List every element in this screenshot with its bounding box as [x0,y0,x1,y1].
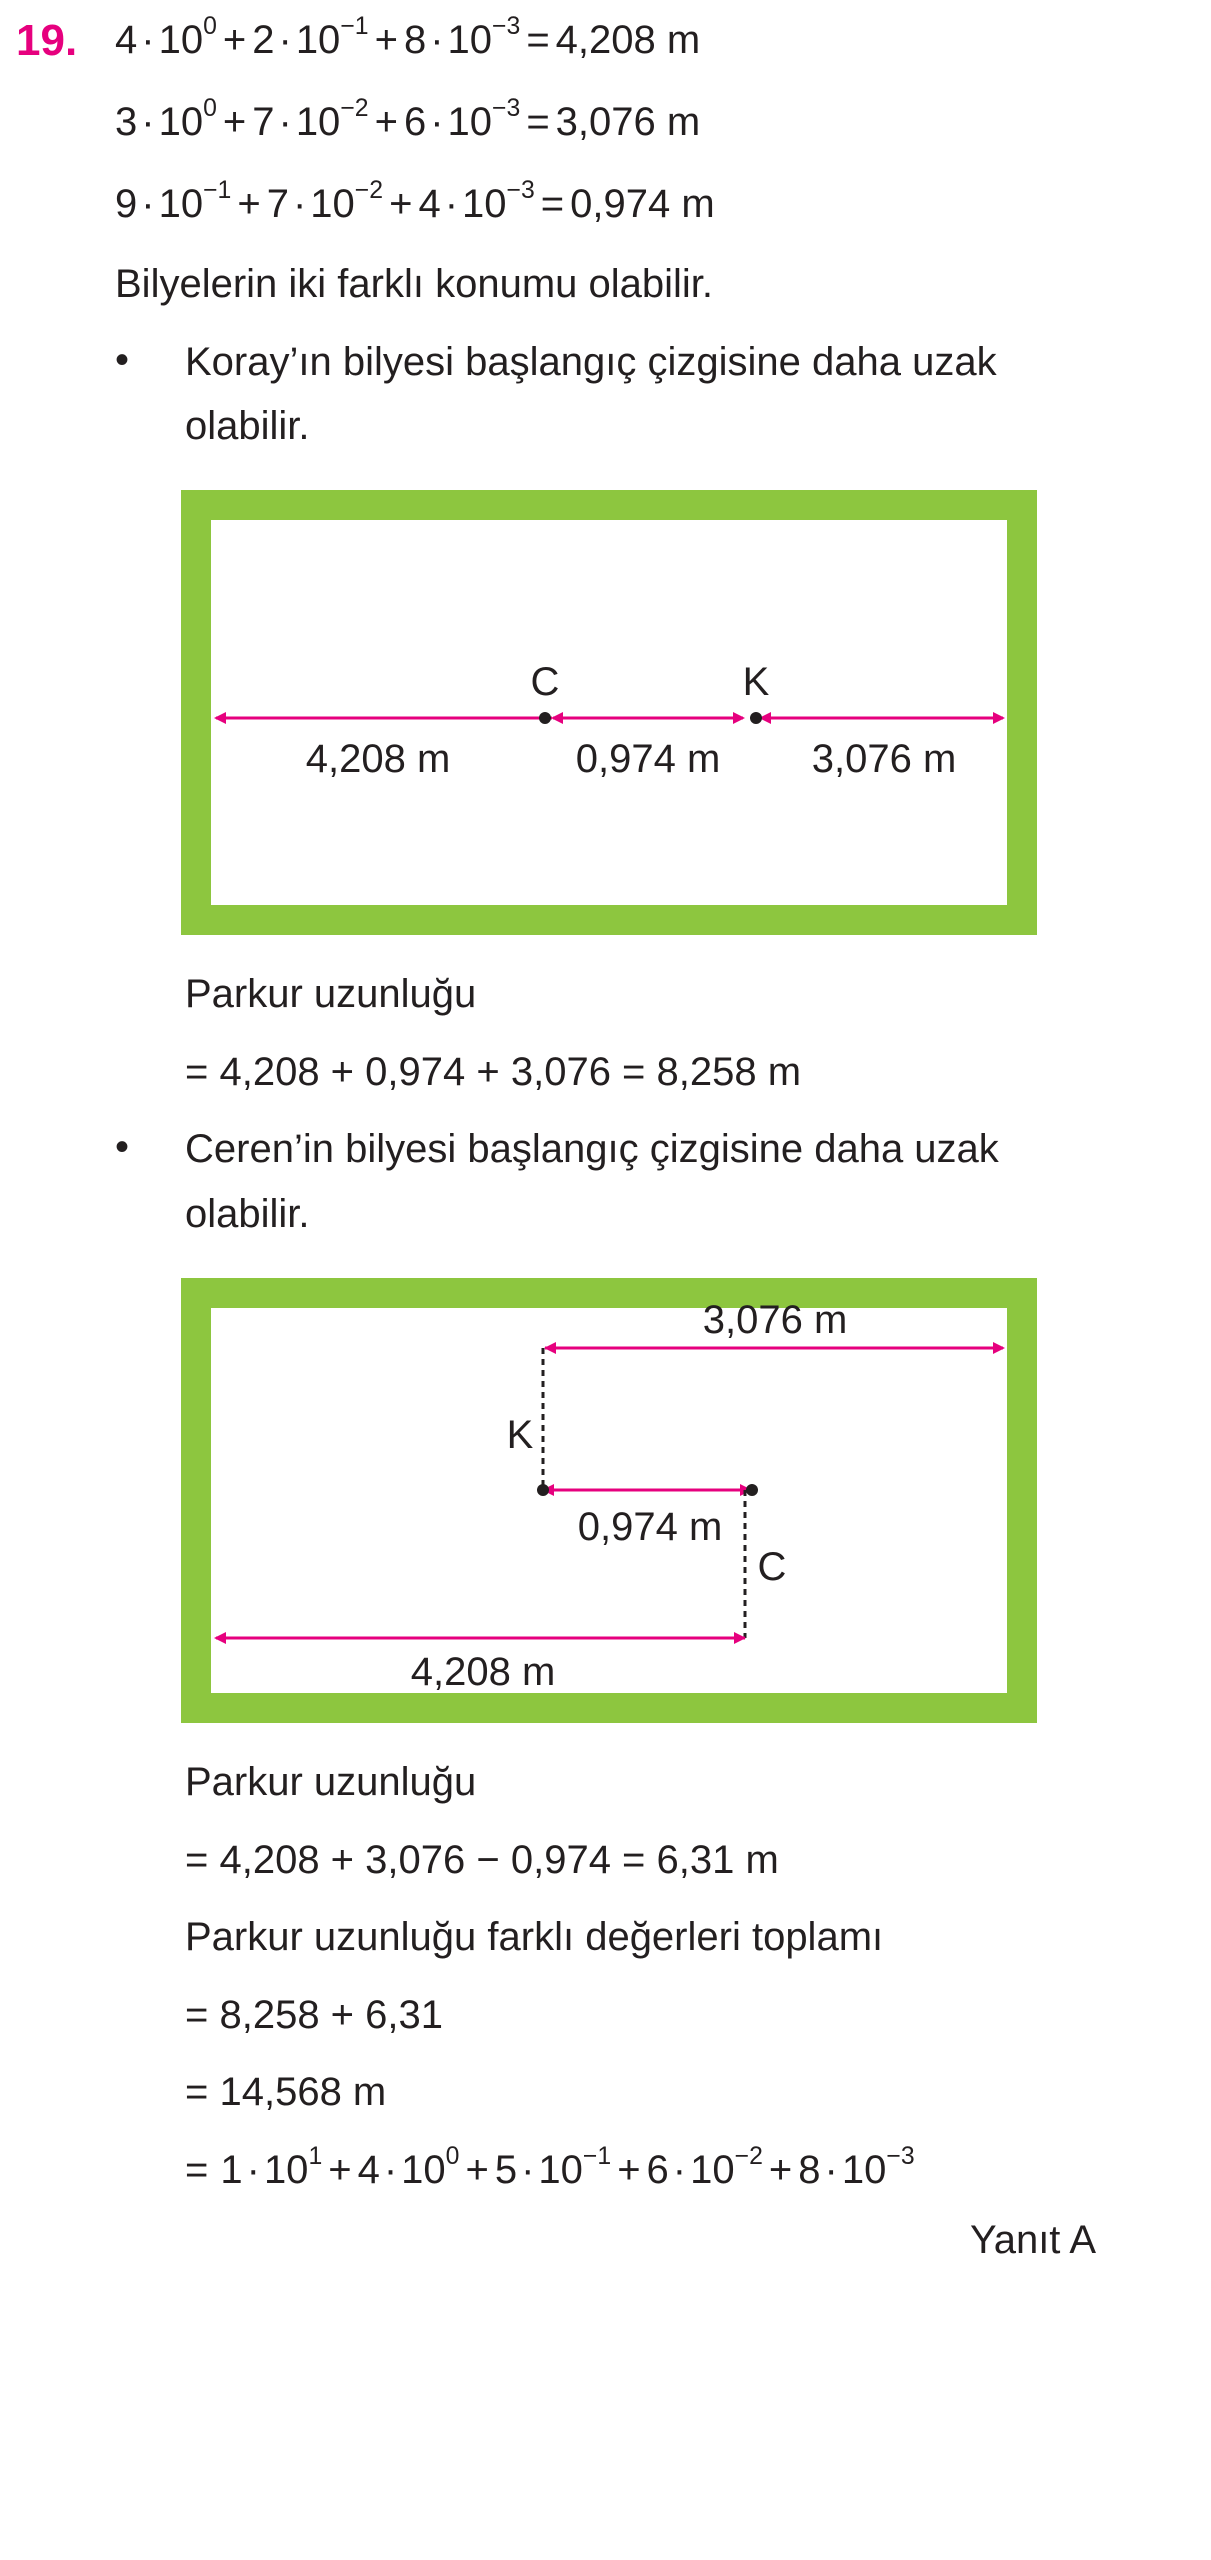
case2-result: = 4,208 + 3,076 − 0,974 = 6,31 m [185,1838,779,1882]
equation-1: $4 \cdot 10^0 + 2 \cdot 10^{-1} + 8 \cdot 10^{-3} = 4,208$ m [115,13,701,62]
case2-point-c [746,1484,758,1496]
case1-result-label: Parkur uzunluğu [185,972,477,1016]
case1-label-c: C [530,660,560,704]
equation-3: $9 \cdot 10^{-1} + 7 \cdot 10^{-2} + 4 \cdot 10^{-3} = 0,974$ m [115,177,715,226]
case2-label-top: 3,076 m [702,1298,848,1342]
answer: Yanıt A [969,2218,1096,2262]
bullet: • [115,338,130,382]
intro-text: Bilyelerin iki farklı konumu olabilir. [115,262,714,306]
sum-line-2: = 14,568 m [185,2070,387,2114]
case2-text-line2: olabilir. [185,1192,310,1236]
case2-label-mid: 0,974 m [577,1505,723,1549]
case2-result-label: Parkur uzunluğu [185,1760,477,1804]
bullet: • [115,1125,130,1169]
case2-frame [196,1293,1022,1708]
case1-text-line1: Koray’ın bilyesi başlangıç çizgisine daha uzak [185,340,997,384]
case2-label-c: C [757,1545,787,1589]
case1-seg-left: 4,208 m [305,737,451,781]
case2-label-bottom: 4,208 m [410,1650,556,1694]
case2-text-line1: Ceren’in bilyesi başlangıç çizgisine daha uzak [185,1127,999,1171]
sum-label: Parkur uzunluğu farklı değerleri toplamı [185,1915,884,1959]
sum-line-3: = $1 \cdot 10^1 + 4 \cdot 10^0 + 5 \cdot 10^{-1} + 6 \cdot 10^{-2} + 8 \cdot 10^{-3}$ [185,2143,915,2192]
equation-2: $3 \cdot 10^0 + 7 \cdot 10^{-2} + 6 \cdot 10^{-3} = 3,076$ m [115,95,701,144]
case1-seg-mid: 0,974 m [575,737,721,781]
case1-text-line2: olabilir. [185,404,310,448]
sum-line-1: = 8,258 + 6,31 [185,1993,444,2037]
case1-result: = 4,208 + 0,974 + 3,076 = 8,258 m [185,1050,802,1094]
case1-seg-right: 3,076 m [811,737,957,781]
case2-label-k: K [506,1413,534,1457]
question-number: 19. [16,16,78,65]
case2-point-k [537,1484,549,1496]
case1-label-k: K [742,660,770,704]
